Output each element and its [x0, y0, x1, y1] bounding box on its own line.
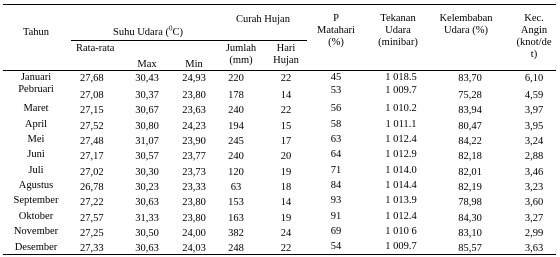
cell-min: 23,33 — [182, 182, 206, 193]
cell-hari-hujan: 17 — [280, 136, 292, 147]
cell-p-matahari: 84 — [330, 180, 342, 191]
cell-tekanan: 1 009.7 — [385, 85, 417, 96]
cell-kelembaban: 83,94 — [458, 105, 482, 116]
cell-month: Juli — [28, 165, 44, 176]
cell-kelembaban: 83,10 — [458, 228, 482, 239]
cell-month: Januari — [20, 72, 52, 83]
cell-jumlah: 178 — [228, 90, 244, 101]
cell-kelembaban: 83,70 — [458, 73, 482, 84]
cell-max: 30,43 — [135, 73, 159, 84]
cell-jumlah: 245 — [228, 136, 244, 147]
cell-p-matahari: 56 — [330, 103, 342, 114]
cell-min: 24,93 — [182, 73, 206, 84]
cell-kec-angin: 3,46 — [524, 167, 544, 178]
cell-kec-angin: 3,27 — [524, 213, 544, 224]
cell-tekanan: 1 012.9 — [385, 149, 417, 160]
cell-rata-rata: 27,15 — [80, 105, 104, 116]
cell-month: September — [13, 195, 59, 206]
cell-max: 31,07 — [135, 136, 159, 147]
cell-max: 30,37 — [135, 90, 159, 101]
header-max: Max — [137, 59, 157, 70]
cell-min: 23,77 — [182, 151, 206, 162]
cell-min: 23,63 — [182, 105, 206, 116]
cell-min: 23,80 — [182, 213, 206, 224]
cell-tekanan: 1 009.7 — [385, 241, 417, 252]
cell-rata-rata: 27,57 — [80, 213, 104, 224]
cell-hari-hujan: 20 — [280, 151, 292, 162]
cell-month: Pebruari — [18, 84, 54, 95]
cell-kec-angin: 3,23 — [524, 182, 544, 193]
cell-max: 30,23 — [135, 182, 159, 193]
cell-rata-rata: 27,48 — [80, 136, 104, 147]
header-curah-hujan: Curah Hujan — [236, 14, 290, 25]
cell-p-matahari: 54 — [330, 241, 342, 252]
cell-hari-hujan: 14 — [280, 197, 292, 208]
cell-p-matahari: 53 — [330, 85, 342, 96]
cell-rata-rata: 27,52 — [80, 121, 104, 132]
cell-hari-hujan: 18 — [280, 182, 292, 193]
cell-rata-rata: 26,78 — [80, 182, 104, 193]
cell-tekanan: 1 014.0 — [385, 165, 417, 176]
cell-tekanan: 1 010.2 — [385, 103, 417, 114]
cell-max: 30,67 — [135, 105, 159, 116]
cell-jumlah: 194 — [228, 121, 244, 132]
header-tahun: Tahun — [22, 27, 50, 38]
cell-jumlah: 240 — [228, 105, 244, 116]
header-min: Min — [185, 59, 203, 70]
cell-hari-hujan: 22 — [280, 105, 292, 116]
cell-month: Agustus — [18, 180, 54, 191]
cell-kec-angin: 3,60 — [524, 197, 544, 208]
cell-tekanan: 1 013.9 — [385, 195, 417, 206]
cell-jumlah: 153 — [228, 197, 244, 208]
cell-hari-hujan: 19 — [280, 213, 292, 224]
cell-month: November — [13, 226, 59, 237]
header-jumlah: Jumlah (mm) — [225, 43, 257, 66]
cell-rata-rata: 27,33 — [80, 243, 104, 254]
cell-month: Juni — [27, 149, 45, 160]
cell-tekanan: 1 018.5 — [385, 72, 417, 83]
cell-rata-rata: 27,22 — [80, 197, 104, 208]
cell-p-matahari: 45 — [330, 72, 342, 83]
cell-jumlah: 120 — [228, 167, 244, 178]
cell-jumlah: 240 — [228, 151, 244, 162]
cell-kelembaban: 80,47 — [458, 121, 482, 132]
cell-jumlah: 248 — [228, 243, 244, 254]
cell-hari-hujan: 22 — [280, 73, 292, 84]
cell-kelembaban: 85,57 — [458, 243, 482, 254]
cell-kec-angin: 3,95 — [524, 121, 544, 132]
cell-kelembaban: 82,01 — [458, 167, 482, 178]
cell-p-matahari: 64 — [330, 149, 342, 160]
cell-min: 24,00 — [182, 228, 206, 239]
header-bottom-rule — [3, 70, 556, 71]
cell-kelembaban: 84,22 — [458, 136, 482, 147]
cell-jumlah: 220 — [228, 73, 244, 84]
cell-jumlah: 382 — [228, 228, 244, 239]
cell-kec-angin: 2,99 — [524, 228, 544, 239]
cell-rata-rata: 27,02 — [80, 167, 104, 178]
cell-jumlah: 63 — [230, 182, 242, 193]
cell-p-matahari: 58 — [330, 119, 342, 130]
cell-min: 24,03 — [182, 243, 206, 254]
cell-hari-hujan: 24 — [280, 228, 292, 239]
cell-hari-hujan: 15 — [280, 121, 292, 132]
cell-rata-rata: 27,68 — [80, 73, 104, 84]
cell-rata-rata: 27,17 — [80, 151, 104, 162]
cell-kec-angin: 3,63 — [524, 243, 544, 254]
cell-kec-angin: 2,88 — [524, 151, 544, 162]
cell-p-matahari: 71 — [330, 165, 342, 176]
cell-p-matahari: 91 — [330, 211, 342, 222]
cell-rata-rata: 27,08 — [80, 90, 104, 101]
cell-kelembaban: 82,19 — [458, 182, 482, 193]
header-p-matahari: P Matahari (%) — [317, 13, 355, 48]
cell-max: 30,57 — [135, 151, 159, 162]
cell-max: 30,63 — [135, 243, 159, 254]
cell-month: April — [24, 119, 48, 130]
cell-hari-hujan: 19 — [280, 167, 292, 178]
cell-kec-angin: 6,10 — [524, 73, 544, 84]
cell-tekanan: 1 012.4 — [385, 134, 417, 145]
cell-hari-hujan: 14 — [280, 90, 292, 101]
cell-tekanan: 1 014.4 — [385, 180, 417, 191]
cell-p-matahari: 63 — [330, 134, 342, 145]
header-kec-angin: Kec. Angin (knot/de t) — [516, 13, 552, 60]
cell-kelembaban: 75,28 — [458, 90, 482, 101]
header-tekanan-udara: Tekanan Udara (minibar) — [378, 13, 418, 48]
cell-kec-angin: 3,24 — [524, 136, 544, 147]
cell-kelembaban: 78,98 — [458, 197, 482, 208]
cell-month: Mei — [27, 134, 45, 145]
subheader-rule — [71, 40, 307, 41]
cell-max: 31,33 — [135, 213, 159, 224]
cell-max: 30,80 — [135, 121, 159, 132]
cell-jumlah: 163 — [228, 213, 244, 224]
cell-kec-angin: 4,59 — [524, 90, 544, 101]
cell-month: Desember — [14, 242, 58, 253]
table-top-rule — [3, 4, 556, 5]
cell-kec-angin: 3,97 — [524, 105, 544, 116]
cell-max: 30,50 — [135, 228, 159, 239]
header-kelembaban-udara: Kelembaban Udara (%) — [439, 13, 493, 36]
cell-max: 30,63 — [135, 197, 159, 208]
cell-hari-hujan: 22 — [280, 243, 292, 254]
header-hari-hujan: Hari Hujan — [273, 43, 299, 66]
cell-kelembaban: 82,18 — [458, 151, 482, 162]
header-suhu-udara: Suhu Udara ($^0$C) — [113, 24, 183, 38]
cell-min: 23,90 — [182, 136, 206, 147]
cell-tekanan: 1 012.4 — [385, 211, 417, 222]
cell-min: 23,80 — [182, 197, 206, 208]
cell-tekanan: 1 011.1 — [385, 119, 417, 130]
cell-max: 30,30 — [135, 167, 159, 178]
cell-min: 24,23 — [182, 121, 206, 132]
cell-rata-rata: 27,25 — [80, 228, 104, 239]
cell-month: Maret — [23, 103, 49, 114]
cell-tekanan: 1 010 6 — [385, 226, 417, 237]
cell-month: Oktober — [18, 211, 54, 222]
cell-min: 23,73 — [182, 167, 206, 178]
header-rata-rata: Rata-rata — [76, 43, 115, 54]
cell-p-matahari: 69 — [330, 226, 342, 237]
cell-kelembaban: 84,30 — [458, 213, 482, 224]
cell-min: 23,80 — [182, 90, 206, 101]
cell-p-matahari: 93 — [330, 195, 342, 206]
